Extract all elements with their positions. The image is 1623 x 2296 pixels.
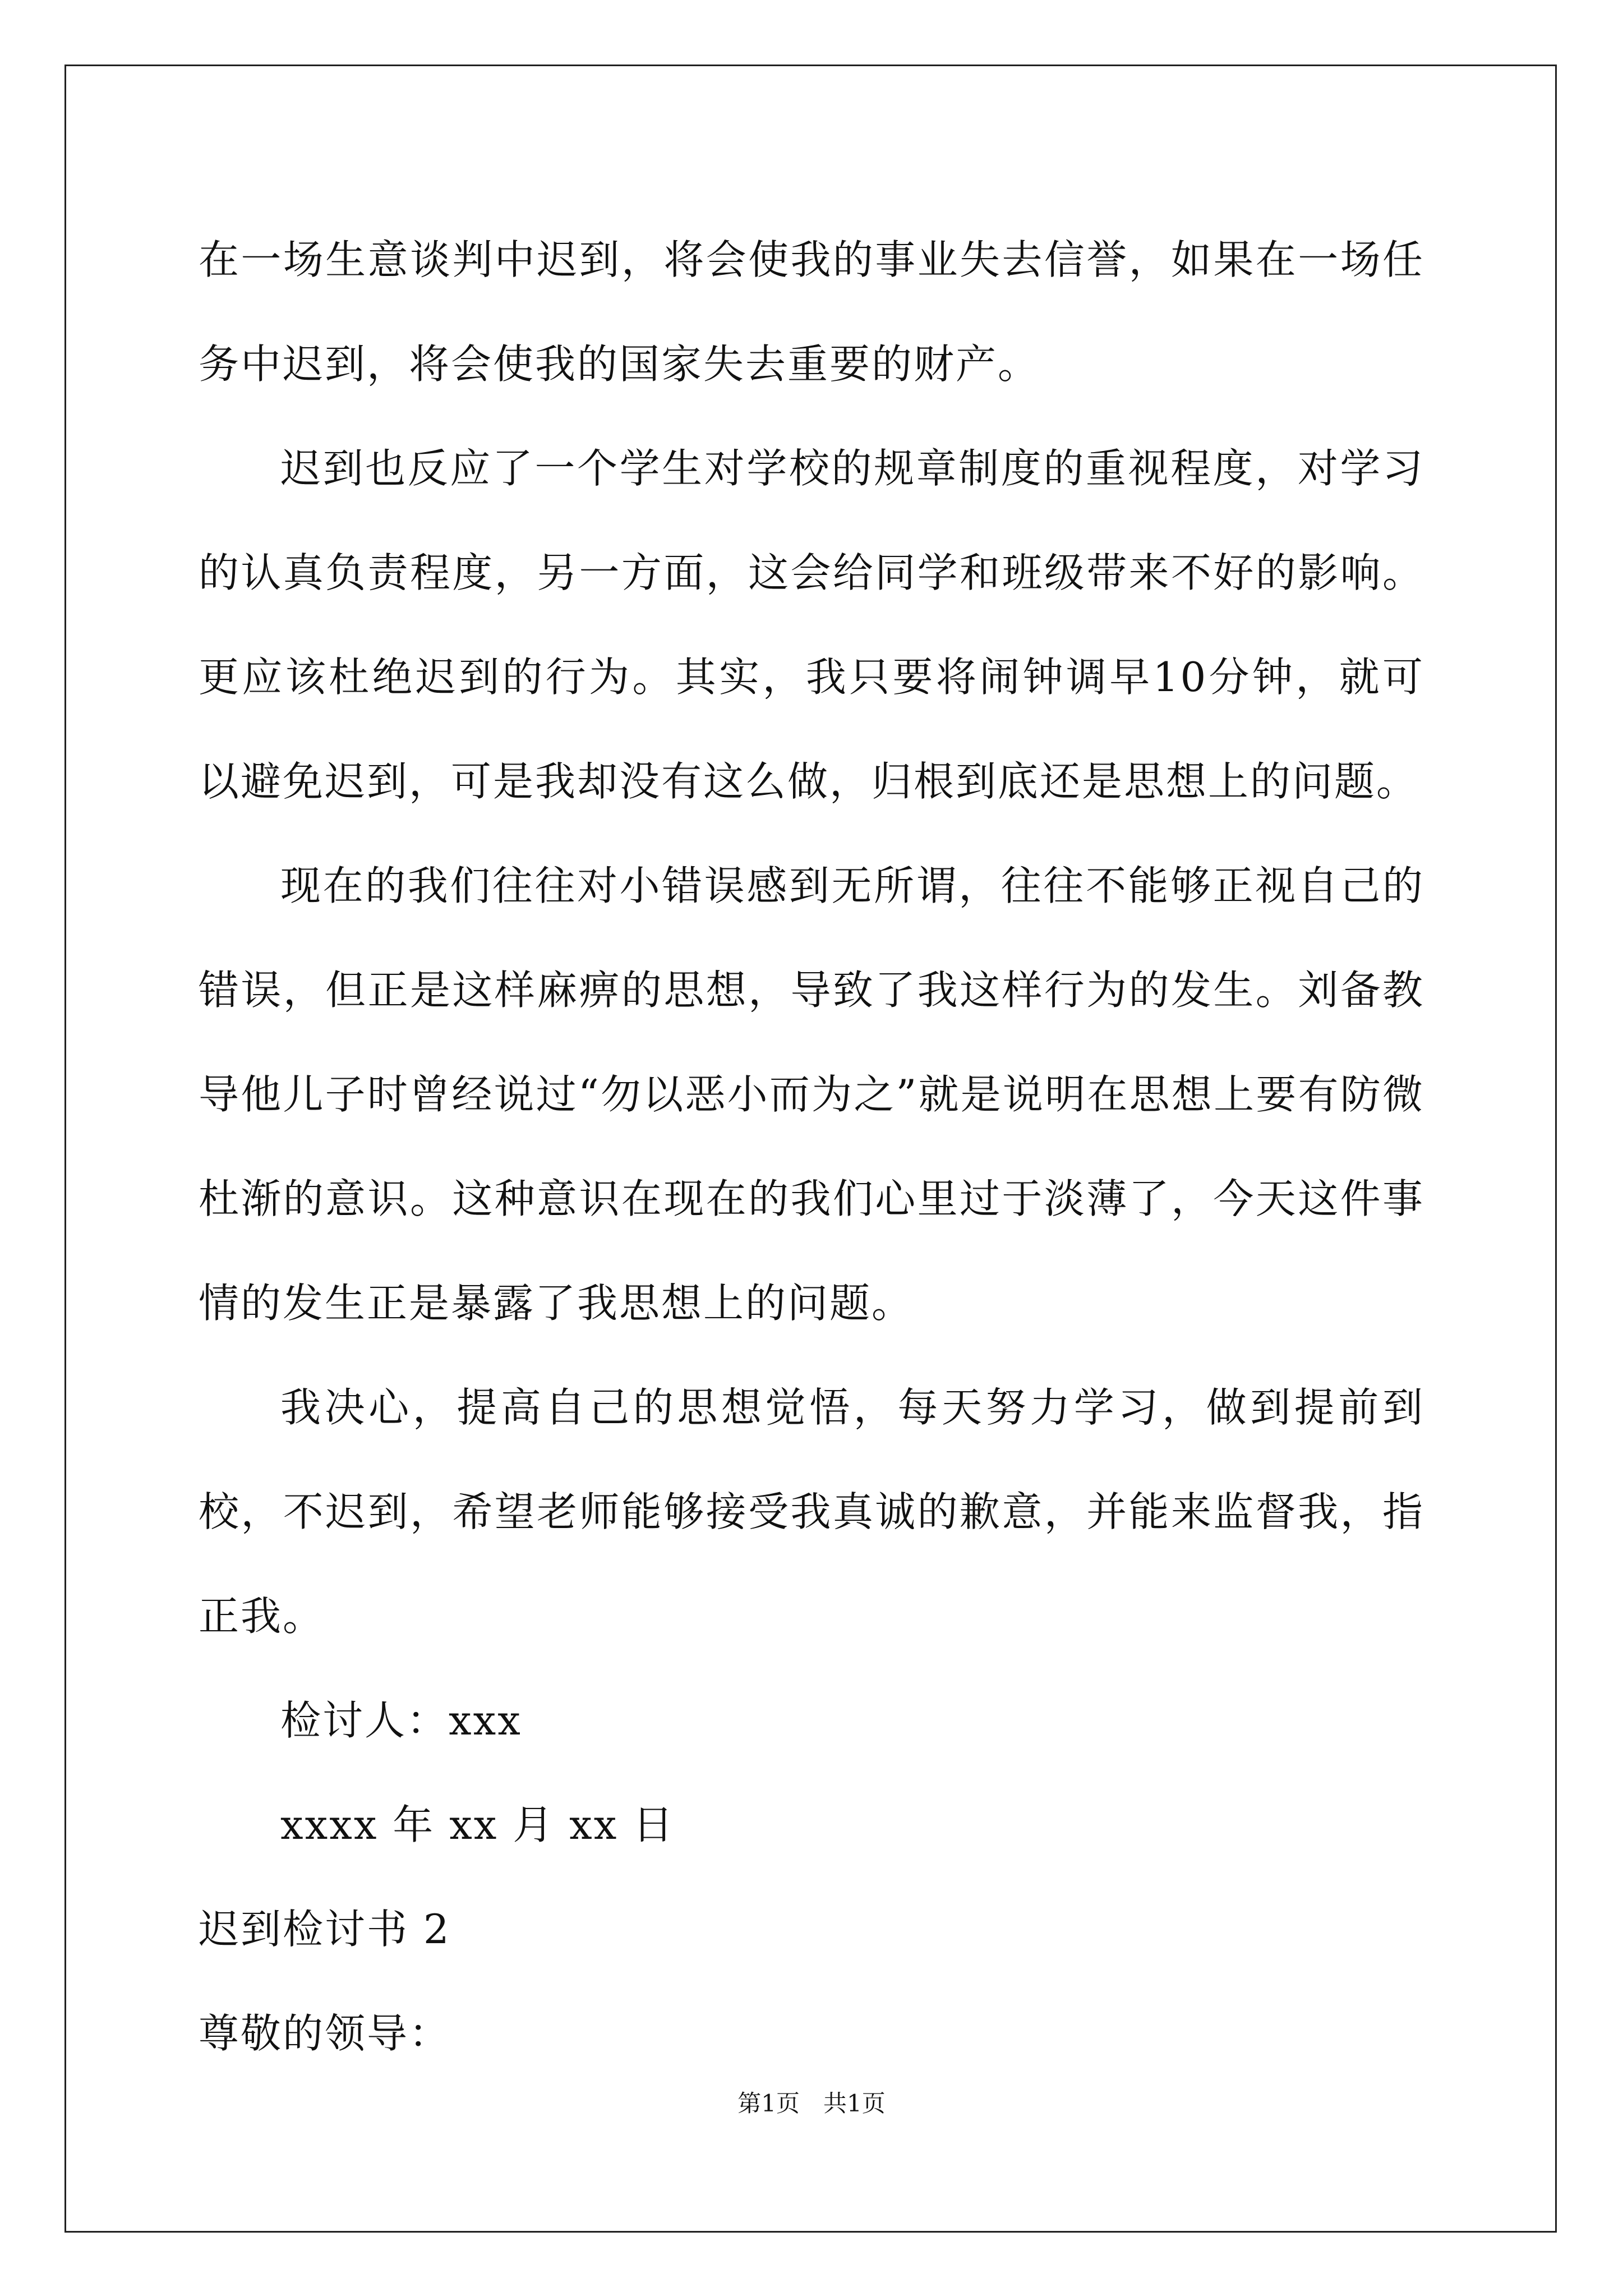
paragraph-4: 我决心，提高自己的思想觉悟，每天努力学习，做到提前到校，不迟到，希望老师能够接受我真诚的歉意，并能来监督我，指正我。 — [199, 1384, 1424, 1640]
document-body — [199, 208, 1424, 2086]
section-heading: 迟到检讨书 2 — [199, 1906, 451, 1953]
page-footer: 第1页 共1页 — [737, 2090, 886, 2117]
date-line: xxxx 年 xx 月 xx 日 — [280, 1801, 675, 1848]
paragraph-2: 迟到也反应了一个学生对学校的规章制度的重视程度，对学习的认真负责程度，另一方面，这会给同学和班级带来不好的影响。更应该杜绝迟到的行为。其实，我只要将闹钟调早10分钟，就可以避免迟到，可是我却没有这么做，归根到底还是思想上的问题。 — [199, 445, 1424, 805]
paragraph-1: 在一场生意谈判中迟到，将会使我的事业失去信誉，如果在一场任务中迟到，将会使我的国家失去重要的财产。 — [199, 236, 1424, 388]
signature-line: 检讨人：xxx — [280, 1697, 522, 1744]
salutation: 尊敬的领导： — [199, 2010, 451, 2057]
paragraph-3: 现在的我们往往对小错误感到无所谓，往往不能够正视自己的错误，但正是这样麻痹的思想，导致了我这样行为的发生。刘备教导他儿子时曾经说过“勿以恶小而为之”就是说明在思想上要有防微杜渐的意识。这种意识在现在的我们心里过于淡薄了，今天这件事情的发生正是暴露了我思想上的问题。 — [199, 862, 1424, 1327]
